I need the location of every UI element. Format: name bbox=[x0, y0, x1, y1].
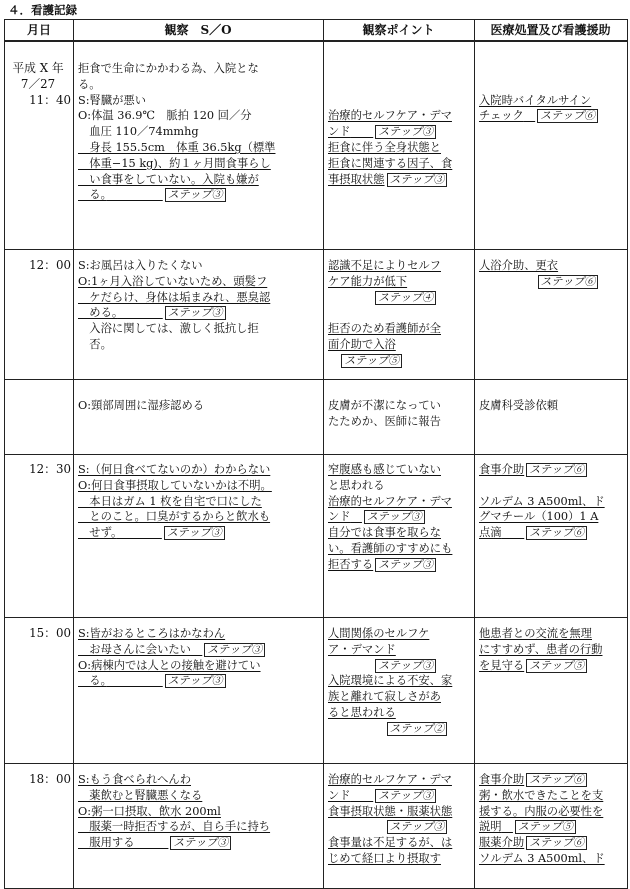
step-badge: ステップ③ bbox=[170, 836, 231, 850]
step-badge: ステップ③ bbox=[204, 643, 265, 657]
obs-line bbox=[78, 290, 270, 306]
obs-text: める。 bbox=[78, 306, 118, 320]
treat-text: 粥・飲水できたことを支 bbox=[479, 788, 604, 802]
record-time: 12：00 bbox=[29, 258, 71, 272]
step-badge: ステップ③ bbox=[387, 820, 448, 834]
record-time: 18：00 bbox=[29, 772, 71, 786]
point-line bbox=[328, 835, 452, 851]
spacer bbox=[351, 510, 362, 523]
treat-line bbox=[479, 398, 558, 414]
treat-line bbox=[479, 108, 598, 124]
point-text: 人間関係のセルフケ bbox=[328, 627, 430, 640]
treat-cell bbox=[479, 398, 558, 414]
point-line bbox=[328, 689, 452, 705]
treat-text: グマチール（100）1 A bbox=[479, 510, 599, 524]
point-line bbox=[328, 290, 441, 306]
step-badge: ステップ③ bbox=[165, 674, 226, 688]
treat-line bbox=[479, 93, 598, 109]
obs-line bbox=[78, 626, 265, 642]
row-divider bbox=[5, 379, 627, 380]
treat-text: にすすめず、患者の行動 bbox=[479, 642, 603, 656]
obs-line bbox=[78, 494, 272, 510]
obs-text: お母さんに会いたい bbox=[78, 642, 191, 656]
treat-text: 服薬介助 bbox=[479, 836, 525, 850]
treat-text: を見守る bbox=[479, 658, 525, 672]
obs-line bbox=[78, 93, 275, 109]
point-line bbox=[328, 851, 452, 867]
obs-text: O:頸部周囲に湿疹認める bbox=[78, 399, 205, 412]
step-badge: ステップ⑥ bbox=[526, 773, 587, 787]
step-badge: ステップ③ bbox=[375, 558, 436, 572]
header-treatment: 医療処置及び看護援助 bbox=[490, 23, 611, 37]
obs-text: 入浴に関しては、激しく抵抗し拒 bbox=[78, 322, 259, 336]
step-badge: ステップ③ bbox=[165, 306, 226, 320]
spacer bbox=[328, 722, 385, 735]
treat-line bbox=[479, 804, 605, 820]
point-text: じめて経口より摂取す bbox=[328, 851, 441, 865]
point-line bbox=[328, 673, 452, 689]
obs-text: い食事をしていない。入院も嫌が bbox=[78, 172, 259, 186]
obs-line bbox=[78, 642, 265, 658]
obs-cell bbox=[78, 626, 265, 689]
point-text: 認識不足によりセルフ bbox=[328, 259, 441, 272]
obs-line bbox=[78, 140, 275, 156]
treat-line bbox=[479, 509, 605, 525]
obs-line bbox=[78, 124, 275, 140]
obs-text: とのこと。口臭がするからと飲水も bbox=[78, 510, 271, 524]
point-text: 皮膚が不潔になってい bbox=[328, 399, 441, 412]
point-text: 拒否のため看護師が全 bbox=[328, 322, 441, 336]
record-date-year: 平成 X 年 bbox=[12, 61, 64, 75]
point-text: ア・デマンド bbox=[328, 642, 396, 656]
obs-line bbox=[78, 478, 272, 494]
treat-line bbox=[479, 851, 605, 867]
treat-line bbox=[479, 642, 602, 658]
header-divider bbox=[5, 40, 627, 42]
point-text: と思われる bbox=[328, 478, 385, 492]
spacer bbox=[117, 526, 162, 539]
point-cell bbox=[328, 626, 452, 737]
step-badge: ステップ⑤ bbox=[515, 820, 576, 834]
section-title: ４．看護記録 bbox=[8, 3, 77, 17]
obs-cell bbox=[78, 772, 270, 851]
obs-line bbox=[78, 462, 272, 478]
spacer bbox=[106, 188, 163, 201]
point-line bbox=[328, 494, 452, 510]
point-line bbox=[328, 509, 452, 525]
obs-text: S:もう食べられへんわ bbox=[78, 773, 191, 786]
treat-line bbox=[479, 258, 598, 274]
point-text: 拒食に伴う全身状態と bbox=[328, 140, 441, 154]
treat-line bbox=[479, 788, 605, 804]
record-time: 15：00 bbox=[29, 626, 71, 640]
spacer bbox=[328, 354, 339, 367]
point-line bbox=[328, 525, 452, 541]
obs-text: O:1ヶ月入浴していないため、頭髪フ bbox=[78, 274, 268, 288]
point-text: 拒否する bbox=[328, 557, 374, 571]
obs-line bbox=[78, 274, 270, 290]
point-text: 治療的セルフケア・デマ bbox=[328, 109, 452, 123]
point-text: 治療的セルフケア・デマ bbox=[328, 773, 452, 786]
treat-text: 他患者との交流を無理 bbox=[479, 627, 592, 640]
treat-text: 援する。内服の必要性を bbox=[479, 804, 604, 818]
point-line bbox=[328, 541, 452, 557]
point-line bbox=[328, 772, 452, 788]
spacer bbox=[106, 674, 163, 687]
point-line bbox=[328, 414, 441, 430]
row-divider bbox=[5, 617, 627, 618]
obs-line bbox=[78, 305, 270, 321]
point-text: 族と離れて寂しさがあ bbox=[328, 690, 441, 704]
point-line bbox=[328, 398, 441, 414]
point-line bbox=[328, 172, 452, 188]
treat-line bbox=[479, 819, 605, 835]
spacer bbox=[351, 125, 374, 138]
treat-text: 人浴介助、更衣 bbox=[479, 259, 559, 272]
point-cell bbox=[328, 258, 441, 369]
row-divider bbox=[5, 763, 627, 764]
obs-text: O:体温 36.9℃ 脈拍 120 回／分 bbox=[78, 109, 252, 123]
obs-cell bbox=[78, 398, 204, 414]
step-badge: ステップ④ bbox=[375, 291, 436, 305]
spacer bbox=[502, 526, 525, 539]
obs-text: る。 bbox=[78, 77, 101, 91]
spacer bbox=[135, 836, 169, 849]
treat-cell bbox=[479, 462, 605, 541]
obs-line bbox=[78, 658, 265, 674]
point-line bbox=[328, 721, 452, 737]
spacer bbox=[328, 291, 373, 304]
spacer bbox=[118, 306, 163, 319]
treat-line bbox=[479, 462, 605, 478]
obs-text: S:（何日食べてないのか）わからない bbox=[78, 463, 271, 476]
point-line bbox=[328, 478, 452, 494]
spacer bbox=[191, 643, 202, 656]
obs-text: S:皆がおるところはかなわん bbox=[78, 627, 226, 640]
obs-line bbox=[78, 673, 265, 689]
spacer bbox=[524, 109, 535, 122]
obs-line bbox=[78, 772, 270, 788]
point-text: 治療的セルフケア・デマ bbox=[328, 494, 452, 508]
point-line bbox=[328, 804, 452, 820]
obs-line bbox=[78, 788, 270, 804]
point-line bbox=[328, 140, 452, 156]
record-date-day: 7／27 bbox=[20, 77, 56, 91]
obs-line bbox=[78, 258, 270, 274]
obs-cell bbox=[78, 61, 275, 203]
treat-text: ソルデム 3 A500ml、ド bbox=[479, 851, 605, 865]
treat-line bbox=[479, 478, 605, 494]
header-date: 月日 bbox=[26, 23, 51, 37]
point-cell bbox=[328, 61, 452, 187]
step-badge: ステップ⑤ bbox=[341, 354, 402, 368]
treat-cell bbox=[479, 626, 602, 673]
header-observation-point: 観察ポイント bbox=[362, 23, 435, 37]
spacer bbox=[328, 820, 385, 833]
treat-line bbox=[479, 274, 598, 290]
spacer bbox=[351, 789, 374, 802]
treat-line bbox=[479, 77, 598, 93]
point-line bbox=[328, 93, 452, 109]
obs-line bbox=[78, 321, 270, 337]
obs-text: 本日はガム 1 枚を自宅で口にした bbox=[78, 494, 262, 508]
treat-text: 説明 bbox=[479, 820, 502, 834]
step-badge: ステップ⑥ bbox=[526, 463, 587, 477]
treat-cell bbox=[479, 61, 598, 124]
obs-text: O:何日食事摂取していないかは不明。 bbox=[78, 478, 272, 492]
obs-text: せず。 bbox=[78, 526, 117, 540]
step-badge: ステップ③ bbox=[375, 125, 436, 139]
spacer bbox=[328, 659, 373, 672]
step-badge: ステップ③ bbox=[375, 659, 436, 673]
obs-line bbox=[78, 398, 204, 414]
obs-text: 身長 155.5cm 体重 36.5kg（標準 bbox=[78, 140, 276, 154]
obs-line bbox=[78, 509, 272, 525]
treat-line bbox=[479, 494, 605, 510]
point-text: 食事摂取状態・服薬状態 bbox=[328, 804, 453, 818]
point-text: い。看護師のすすめにも bbox=[328, 541, 453, 555]
point-cell bbox=[328, 772, 452, 867]
obs-cell bbox=[78, 258, 270, 353]
obs-line bbox=[78, 819, 270, 835]
step-badge: ステップ③ bbox=[375, 789, 436, 803]
record-time: 11：40 bbox=[29, 93, 71, 107]
point-line bbox=[328, 353, 441, 369]
step-badge: ステップ② bbox=[387, 722, 448, 736]
obs-line bbox=[78, 804, 270, 820]
point-text: ンド bbox=[328, 788, 351, 802]
record-time: 12：30 bbox=[29, 462, 71, 476]
point-line bbox=[328, 658, 452, 674]
obs-line bbox=[78, 337, 270, 353]
obs-text: 否。 bbox=[78, 337, 112, 351]
point-line bbox=[328, 337, 441, 353]
point-line bbox=[328, 321, 441, 337]
step-badge: ステップ③ bbox=[165, 188, 226, 202]
obs-line bbox=[78, 77, 275, 93]
obs-line bbox=[78, 156, 275, 172]
point-text: 入院環境による不安、家 bbox=[328, 674, 453, 688]
step-badge: ステップ⑥ bbox=[537, 109, 598, 123]
obs-text: 血圧 110／74mmhg bbox=[78, 125, 199, 139]
point-line bbox=[328, 108, 452, 124]
obs-line bbox=[78, 108, 275, 124]
step-badge: ステップ③ bbox=[364, 510, 425, 524]
step-badge: ステップ⑥ bbox=[538, 275, 599, 289]
treat-text: 入院時バイタルサイン bbox=[479, 93, 592, 107]
point-line bbox=[328, 156, 452, 172]
treat-text: 皮膚科受診依頼 bbox=[479, 399, 559, 412]
spacer bbox=[479, 275, 536, 288]
treat-text: 点滴 bbox=[479, 526, 502, 540]
treat-line bbox=[479, 835, 605, 851]
point-text: 食事量は不足するが、は bbox=[328, 836, 453, 850]
point-line bbox=[328, 305, 441, 321]
treat-line bbox=[479, 61, 598, 77]
obs-line bbox=[78, 61, 275, 77]
point-text: ンド bbox=[328, 510, 351, 524]
obs-line bbox=[78, 172, 275, 188]
treat-line bbox=[479, 658, 602, 674]
obs-text: ケだらけ、身体は垢まみれ、悪臭認 bbox=[78, 290, 271, 304]
nursing-record-table bbox=[4, 19, 628, 889]
treat-cell bbox=[479, 772, 605, 867]
point-line bbox=[328, 819, 452, 835]
point-cell bbox=[328, 398, 441, 430]
treat-cell bbox=[479, 258, 598, 290]
point-line bbox=[328, 462, 452, 478]
point-text: ンド bbox=[328, 125, 351, 139]
point-line bbox=[328, 274, 441, 290]
treat-text: 食事介助 bbox=[479, 463, 525, 476]
treat-line bbox=[479, 772, 605, 788]
point-line bbox=[328, 557, 452, 573]
obs-text: る。 bbox=[78, 674, 107, 688]
obs-text: 拒食で生命にかかわる為、入院とな bbox=[78, 62, 259, 75]
point-text: たためか、医師に報告 bbox=[328, 414, 441, 428]
point-text: 事摂取状態 bbox=[328, 172, 385, 186]
obs-text: S:お風呂は入りたくない bbox=[78, 259, 203, 272]
point-line bbox=[328, 626, 452, 642]
treat-line bbox=[479, 626, 602, 642]
obs-text: S:腎臓が悪い bbox=[78, 93, 147, 107]
obs-text: 服薬一時拒否するが、自ら手に持ち bbox=[78, 820, 271, 834]
step-badge: ステップ③ bbox=[387, 173, 448, 187]
obs-text: 服用する bbox=[78, 836, 135, 850]
obs-text: 薬飲むと腎臓悪くなる bbox=[78, 788, 203, 802]
treat-text: チェック bbox=[479, 109, 524, 123]
obs-text: る。 bbox=[78, 188, 107, 202]
point-cell bbox=[328, 462, 452, 573]
point-line bbox=[328, 788, 452, 804]
point-line bbox=[328, 61, 452, 77]
point-text: 窄腹感も感じていない bbox=[328, 463, 441, 476]
point-line bbox=[328, 258, 441, 274]
point-line bbox=[328, 124, 452, 140]
header-observation: 観察 S／O bbox=[164, 23, 232, 37]
row-divider bbox=[5, 454, 627, 455]
point-text: 自分では食事を取らな bbox=[328, 526, 441, 540]
treat-text: ソルデム 3 A500ml、ド bbox=[479, 494, 605, 508]
point-line bbox=[328, 705, 452, 721]
treat-text: 食事介助 bbox=[479, 773, 525, 786]
point-text: 面介助で入浴 bbox=[328, 337, 396, 351]
treat-line bbox=[479, 525, 605, 541]
obs-text: O:粥一口摂取、飲水 200ml bbox=[78, 804, 221, 818]
obs-line bbox=[78, 835, 270, 851]
point-text: ケア能力が低下 bbox=[328, 274, 408, 288]
step-badge: ステップ⑥ bbox=[526, 836, 587, 850]
step-badge: ステップ③ bbox=[164, 526, 225, 540]
obs-text: 体重−15 kg)、約１ヶ月間食事らし bbox=[78, 156, 271, 170]
row-divider bbox=[5, 249, 627, 250]
obs-line bbox=[78, 187, 275, 203]
obs-cell bbox=[78, 462, 272, 541]
spacer bbox=[502, 820, 513, 833]
point-line bbox=[328, 642, 452, 658]
point-text: 拒食に関連する因子、食 bbox=[328, 156, 453, 170]
obs-line bbox=[78, 525, 272, 541]
step-badge: ステップ⑤ bbox=[526, 659, 587, 673]
obs-text: O:病棟内では人との接触を避けてい bbox=[78, 658, 261, 672]
point-line bbox=[328, 77, 452, 93]
step-badge: ステップ⑥ bbox=[526, 526, 587, 540]
point-text: ると思われる bbox=[328, 705, 396, 719]
